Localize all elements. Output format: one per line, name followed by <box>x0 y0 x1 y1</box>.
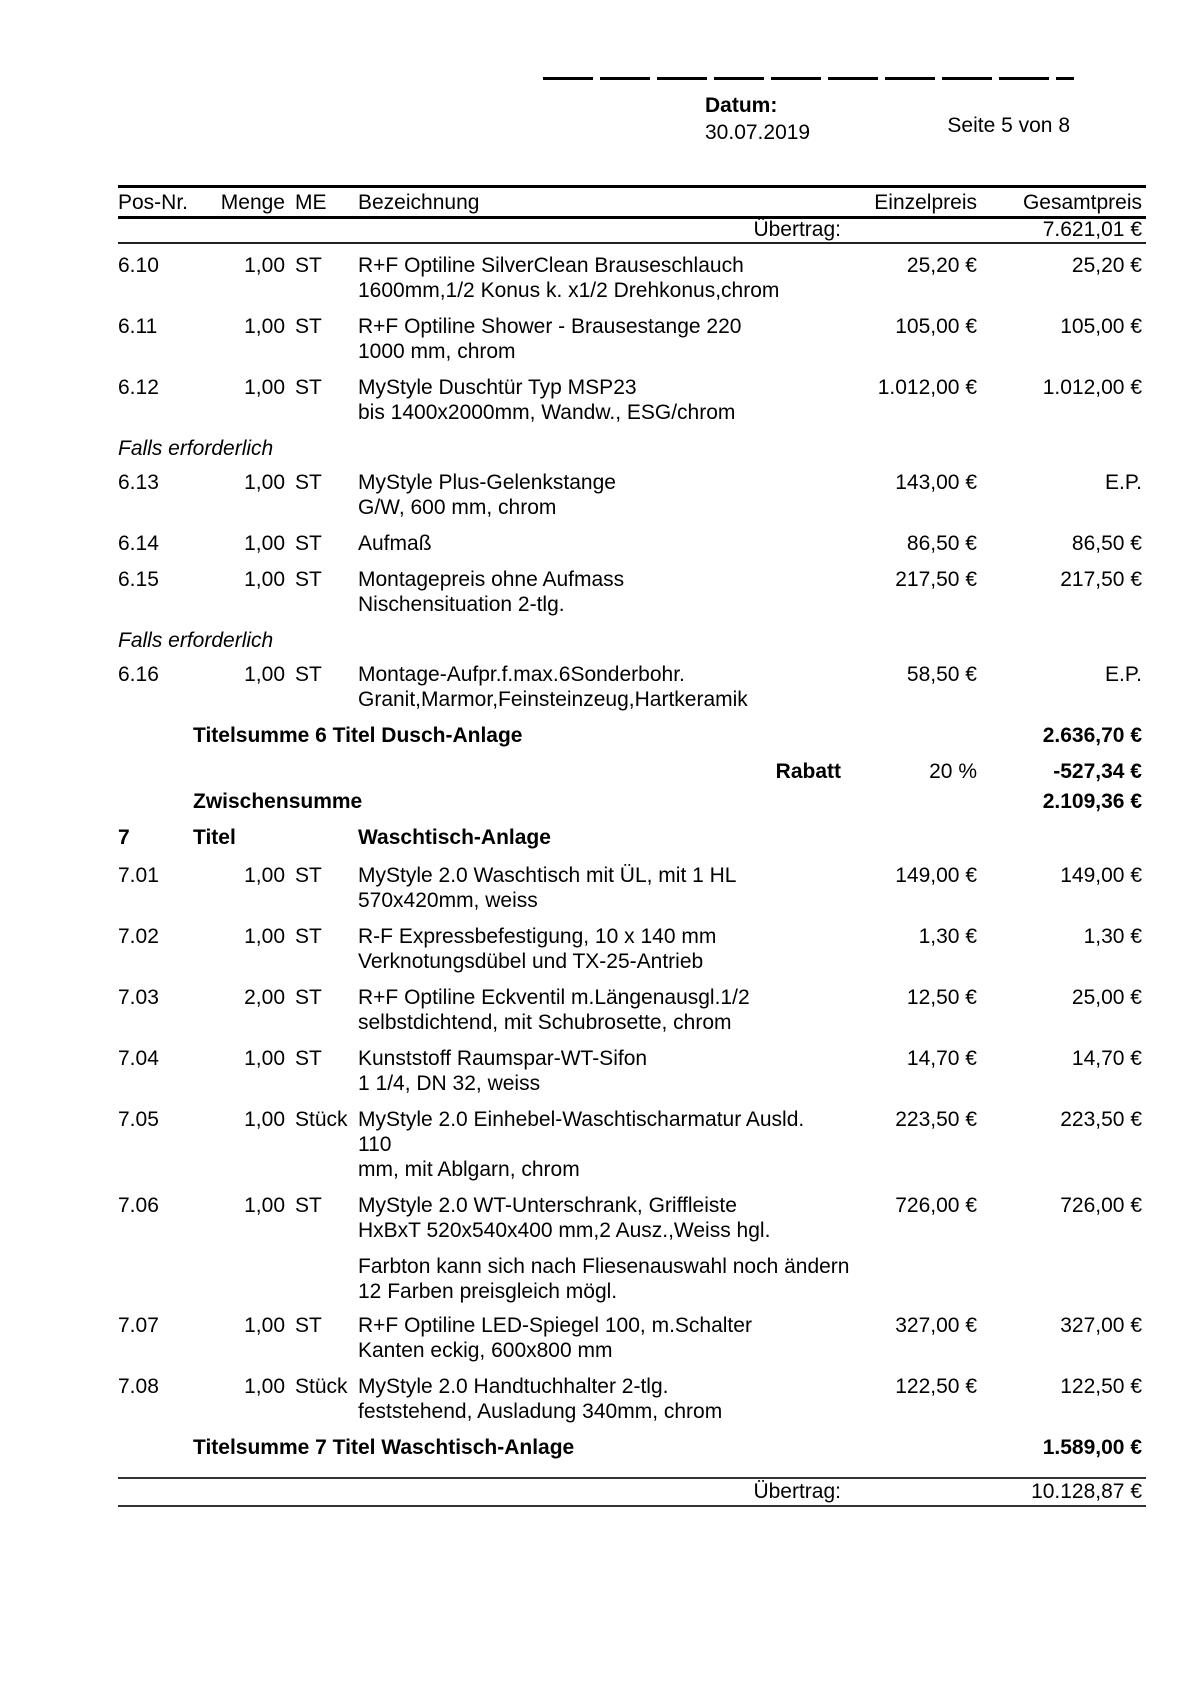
item-qty: 1,00 <box>244 1314 285 1337</box>
item-total: 122,50 € <box>1060 1375 1142 1398</box>
item-unit-price: 149,00 € <box>895 864 977 887</box>
table-header <box>118 185 1146 219</box>
item-total: 1,30 € <box>1083 925 1142 948</box>
item-description-line: R-F Expressbefestigung, 10 x 140 mm <box>358 925 717 948</box>
item-unit: ST <box>295 376 322 399</box>
item-unit-price: 122,50 € <box>895 1375 977 1398</box>
item-pos: 6.13 <box>118 471 159 494</box>
item-total: 25,20 € <box>1071 254 1142 277</box>
item-pos: 6.16 <box>118 663 159 686</box>
item-description <box>358 1107 841 1182</box>
item-unit-price: 217,50 € <box>895 568 977 591</box>
item-row <box>118 863 1146 913</box>
item-description <box>358 567 841 617</box>
section-row <box>118 825 1146 850</box>
item-pos: 7.03 <box>118 986 159 1009</box>
item-row <box>118 470 1146 520</box>
item-row <box>118 924 1146 974</box>
item-description-line: Montage-Aufpr.f.max.6Sonderbohr. <box>358 663 685 686</box>
item-unit: ST <box>295 568 322 591</box>
item-description-line: 1 1/4, DN 32, weiss <box>358 1072 541 1095</box>
item-unit: ST <box>295 663 322 686</box>
item-unit-price: 143,00 € <box>895 471 977 494</box>
date-label: Datum: <box>705 94 778 117</box>
item-total: 86,50 € <box>1071 532 1142 555</box>
item-total: E.P. <box>1105 471 1142 494</box>
item-description <box>358 314 841 364</box>
item-description-line: mm, mit Ablgarn, chrom <box>358 1158 580 1181</box>
item-description-line: R+F Optiline SilverClean Brauseschlauch <box>358 254 744 277</box>
item-row <box>118 567 1146 617</box>
item-qty: 1,00 <box>244 315 285 338</box>
item-description-line: Montagepreis ohne Aufmass <box>358 568 625 591</box>
section-pos: 7 <box>118 826 130 849</box>
item-qty: 1,00 <box>244 663 285 686</box>
subtotal-label: Zwischensumme <box>193 790 363 813</box>
discount-row <box>118 759 1146 784</box>
section-label: Titel <box>193 826 236 849</box>
line-items <box>118 253 1146 1471</box>
subtotal-total: 2.109,36 € <box>1042 790 1142 813</box>
item-description <box>358 470 841 520</box>
item-unit-price: 1,30 € <box>918 925 977 948</box>
item-row <box>118 1107 1146 1182</box>
item-description-line: MyStyle 2.0 Einhebel-Waschtischarmatur Ausld. 110 <box>358 1108 805 1156</box>
item-description-line: G/W, 600 mm, chrom <box>358 496 557 519</box>
title-sum-row <box>118 723 1146 748</box>
item-pos: 7.05 <box>118 1108 159 1131</box>
carry-forward-value: 7.621,01 € <box>1042 218 1142 241</box>
table-header-row <box>118 190 1146 215</box>
page-number: Seite 5 von 8 <box>947 114 1070 137</box>
item-unit: ST <box>295 471 322 494</box>
carry-forward-label: Übertrag: <box>753 218 841 241</box>
item-qty: 1,00 <box>244 1047 285 1070</box>
discount-label: Rabatt <box>775 760 841 783</box>
item-description <box>358 531 841 556</box>
item-pos: 7.08 <box>118 1375 159 1398</box>
item-description-line: 570x420mm, weiss <box>358 889 538 912</box>
note-italic-row <box>118 436 1146 461</box>
item-description-line: MyStyle 2.0 WT-Unterschrank, Griffleiste <box>358 1194 737 1217</box>
column-header-menge: Menge <box>220 191 285 214</box>
item-description-line: Aufmaß <box>358 532 432 555</box>
item-unit-price: 1.012,00 € <box>877 376 977 399</box>
carry-forward-bottom <box>118 1477 1146 1507</box>
item-unit-price: 223,50 € <box>895 1108 977 1131</box>
item-description-line: MyStyle Duschtür Typ MSP23 <box>358 376 637 399</box>
title-sum-label: Titelsumme 7 Titel Waschtisch-Anlage <box>193 1436 575 1459</box>
item-total: 105,00 € <box>1060 315 1142 338</box>
date-value: 30.07.2019 <box>705 121 811 144</box>
item-description-line: R+F Optiline Eckventil m.Längenausgl.1/2 <box>358 986 750 1009</box>
title-sum-row <box>118 1435 1146 1460</box>
item-note-line: 12 Farben preisgleich mögl. <box>358 1280 618 1303</box>
item-description-line: 1600mm,1/2 Konus k. x1/2 Drehkonus,chrom <box>358 279 780 302</box>
section-name: Waschtisch-Anlage <box>358 826 551 849</box>
item-pos: 6.15 <box>118 568 159 591</box>
item-note-line: Farbton kann sich nach Fliesenauswahl noch ändern <box>358 1255 850 1278</box>
item-unit: ST <box>295 1314 322 1337</box>
item-unit-price: 25,20 € <box>906 254 977 277</box>
item-row <box>118 531 1146 556</box>
discount-rate: 20 % <box>929 760 977 783</box>
item-description <box>358 1313 841 1363</box>
item-description-line: Kanten eckig, 600x800 mm <box>358 1339 613 1362</box>
title-sum-label: Titelsumme 6 Titel Dusch-Anlage <box>193 724 523 747</box>
item-qty: 1,00 <box>244 376 285 399</box>
item-description-line: MyStyle 2.0 Handtuchhalter 2-tlg. <box>358 1375 669 1398</box>
item-total: E.P. <box>1105 663 1142 686</box>
item-total: 149,00 € <box>1060 864 1142 887</box>
item-qty: 1,00 <box>244 864 285 887</box>
item-row <box>118 1046 1146 1096</box>
item-description-line: MyStyle Plus-Gelenkstange <box>358 471 616 494</box>
item-description-line: HxBxT 520x540x400 mm,2 Ausz.,Weiss hgl. <box>358 1219 771 1242</box>
carry-forward-label: Übertrag: <box>753 1480 841 1503</box>
item-qty: 1,00 <box>244 925 285 948</box>
item-unit-price: 105,00 € <box>895 315 977 338</box>
item-total: 217,50 € <box>1060 568 1142 591</box>
column-header-bezeichnung: Bezeichnung <box>358 191 480 214</box>
subtotal-row <box>118 789 1146 814</box>
item-description-line: Granit,Marmor,Feinsteinzeug,Hartkeramik <box>358 688 748 711</box>
item-description-line: Nischensituation 2-tlg. <box>358 593 565 616</box>
item-description-line: Verknotungsdübel und TX-25-Antrieb <box>358 950 704 973</box>
item-qty: 2,00 <box>244 986 285 1009</box>
item-total: 327,00 € <box>1060 1314 1142 1337</box>
item-row <box>118 662 1146 712</box>
item-row <box>118 1313 1146 1363</box>
item-total: 14,70 € <box>1071 1047 1142 1070</box>
item-unit: ST <box>295 925 322 948</box>
item-qty: 1,00 <box>244 1108 285 1131</box>
item-unit: ST <box>295 532 322 555</box>
item-total: 25,00 € <box>1071 986 1142 1009</box>
conditional-note: Falls erforderlich <box>118 629 274 652</box>
item-pos: 7.04 <box>118 1047 159 1070</box>
item-qty: 1,00 <box>244 568 285 591</box>
item-description-line: R+F Optiline LED-Spiegel 100, m.Schalter <box>358 1314 752 1337</box>
item-description-line: MyStyle 2.0 Waschtisch mit ÜL, mit 1 HL <box>358 864 737 887</box>
conditional-note: Falls erforderlich <box>118 437 274 460</box>
note-row <box>118 1254 1146 1304</box>
header-dashed-rule <box>543 77 1074 80</box>
item-unit-price: 14,70 € <box>906 1047 977 1070</box>
item-description <box>358 985 841 1035</box>
column-header-einzelpreis: Einzelpreis <box>874 191 977 214</box>
item-row <box>118 314 1146 364</box>
item-unit: ST <box>295 864 322 887</box>
item-unit: Stück <box>295 1108 348 1131</box>
carry-forward-value: 10.128,87 € <box>1031 1480 1142 1503</box>
item-description-line: feststehend, Ausladung 340mm, chrom <box>358 1400 723 1423</box>
item-total: 223,50 € <box>1060 1108 1142 1131</box>
item-description-line: R+F Optiline Shower - Brausestange 220 <box>358 315 742 338</box>
carry-forward-top <box>118 219 1146 244</box>
item-row <box>118 985 1146 1035</box>
item-unit: ST <box>295 986 322 1009</box>
item-description <box>358 1193 841 1243</box>
item-note <box>358 1254 1146 1304</box>
item-description-line: 1000 mm, chrom <box>358 340 516 363</box>
item-qty: 1,00 <box>244 532 285 555</box>
column-header-pos: Pos-Nr. <box>118 191 189 214</box>
item-unit: ST <box>295 254 322 277</box>
item-qty: 1,00 <box>244 1194 285 1217</box>
item-row <box>118 1193 1146 1243</box>
item-description <box>358 924 841 974</box>
item-unit-price: 12,50 € <box>906 986 977 1009</box>
item-unit: ST <box>295 315 322 338</box>
title-sum-total: 1.589,00 € <box>1042 1436 1142 1459</box>
item-qty: 1,00 <box>244 254 285 277</box>
item-description-line: selbstdichtend, mit Schubrosette, chrom <box>358 1011 732 1034</box>
item-pos: 6.14 <box>118 532 159 555</box>
item-description <box>358 1046 841 1096</box>
discount-total: -527,34 € <box>1053 760 1142 783</box>
item-row <box>118 1374 1146 1424</box>
item-pos: 7.07 <box>118 1314 159 1337</box>
item-unit-price: 726,00 € <box>895 1194 977 1217</box>
item-pos: 7.02 <box>118 925 159 948</box>
item-row <box>118 375 1146 425</box>
item-pos: 7.06 <box>118 1194 159 1217</box>
note-italic-row <box>118 628 1146 653</box>
item-description-line: Kunststoff Raumspar-WT-Sifon <box>358 1047 648 1070</box>
item-pos: 6.11 <box>118 315 158 338</box>
column-header-me: ME <box>295 191 327 214</box>
item-description <box>358 253 841 303</box>
item-total: 726,00 € <box>1060 1194 1142 1217</box>
item-description <box>358 662 841 712</box>
item-total: 1.012,00 € <box>1042 376 1142 399</box>
item-pos: 7.01 <box>118 864 159 887</box>
item-unit: ST <box>295 1047 322 1070</box>
item-description-line: bis 1400x2000mm, Wandw., ESG/chrom <box>358 401 736 424</box>
item-pos: 6.10 <box>118 254 159 277</box>
item-row <box>118 253 1146 303</box>
item-unit-price: 86,50 € <box>906 532 977 555</box>
column-header-gesamtpreis: Gesamtpreis <box>1022 191 1142 214</box>
item-unit-price: 58,50 € <box>906 663 977 686</box>
item-unit: Stück <box>295 1375 348 1398</box>
item-pos: 6.12 <box>118 376 159 399</box>
item-unit-price: 327,00 € <box>895 1314 977 1337</box>
item-qty: 1,00 <box>244 1375 285 1398</box>
item-description <box>358 863 841 913</box>
item-description <box>358 1374 841 1424</box>
title-sum-total: 2.636,70 € <box>1042 724 1142 747</box>
item-unit: ST <box>295 1194 322 1217</box>
item-qty: 1,00 <box>244 471 285 494</box>
item-description <box>358 375 841 425</box>
